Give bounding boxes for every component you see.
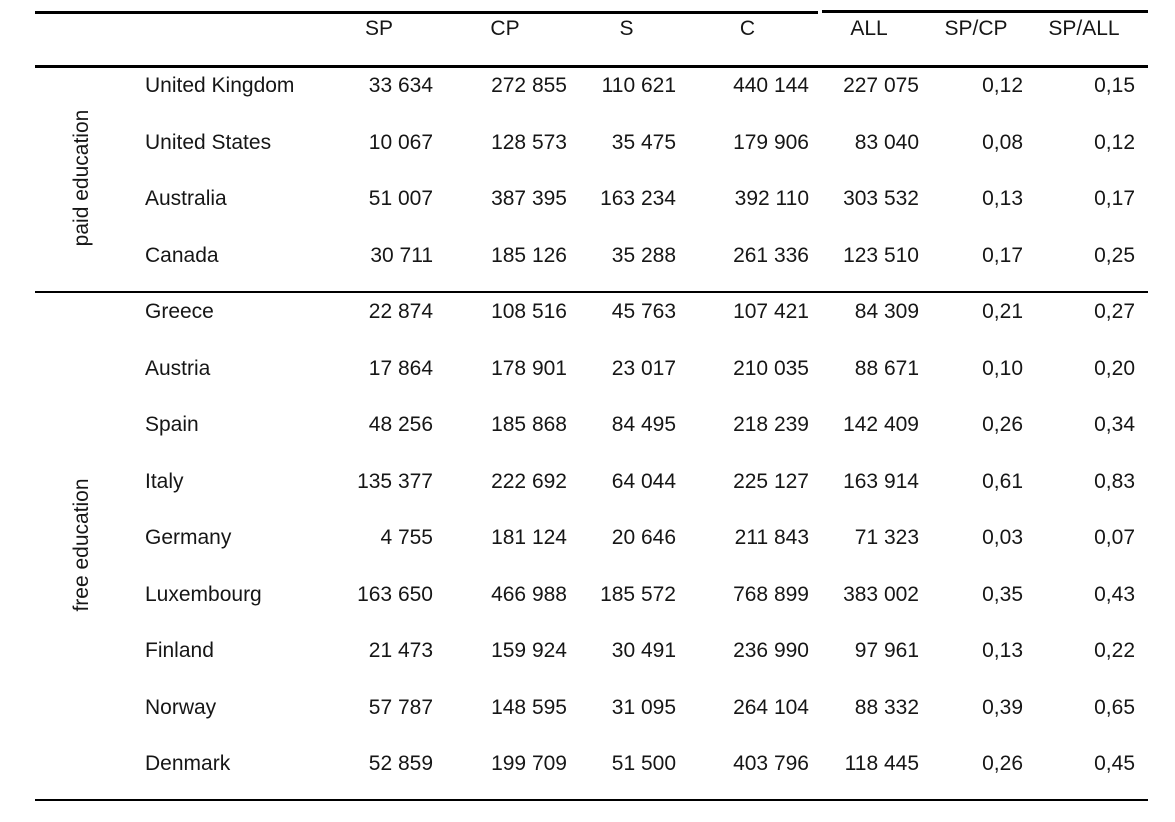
value-cell: 181 124 <box>491 526 567 549</box>
value-cell: 0,08 <box>982 130 1023 154</box>
value-cell: 211 843 <box>734 526 809 549</box>
value-cell: 210 035 <box>733 356 809 380</box>
value-cell: 218 239 <box>733 413 809 436</box>
value-cell: 10 067 <box>368 130 433 154</box>
value-cell: 0,20 <box>1094 356 1135 380</box>
country-cell: Italy <box>145 469 184 493</box>
value-cell: 185 868 <box>491 413 567 436</box>
value-cell: 185 126 <box>491 243 567 267</box>
value-cell: 392 110 <box>734 187 809 210</box>
table-row <box>35 65 1148 122</box>
country-cell: Austria <box>145 356 211 380</box>
value-cell: 0,26 <box>982 413 1023 436</box>
value-cell: 0,13 <box>982 639 1023 662</box>
value-cell: 30 491 <box>611 639 676 662</box>
value-cell: 303 532 <box>843 187 919 210</box>
value-cell: 33 634 <box>368 74 433 97</box>
column-header-s: S <box>619 17 634 40</box>
value-cell: 107 421 <box>733 300 809 323</box>
value-cell: 0,26 <box>982 752 1023 775</box>
value-cell: 20 646 <box>611 526 676 549</box>
value-cell: 21 473 <box>368 639 433 662</box>
value-cell: 4 755 <box>380 526 433 549</box>
table-row <box>35 235 1148 292</box>
value-cell: 0,17 <box>982 243 1023 267</box>
header-group-spacer <box>35 11 145 65</box>
value-cell: 110 621 <box>601 74 676 97</box>
value-cell: 0,39 <box>982 695 1023 719</box>
value-cell: 52 859 <box>368 752 433 775</box>
header-row <box>35 11 1148 65</box>
country-cell: Norway <box>145 695 217 719</box>
value-cell: 31 095 <box>611 695 676 719</box>
value-cell: 159 924 <box>491 639 567 662</box>
country-cell: Greece <box>145 300 214 323</box>
value-cell: 48 256 <box>368 413 433 436</box>
education-statistics-table <box>35 11 1148 800</box>
table-row <box>35 291 1148 348</box>
value-cell: 0,65 <box>1094 695 1135 719</box>
country-cell: Australia <box>145 187 227 210</box>
value-cell: 0,25 <box>1094 243 1135 267</box>
value-cell: 227 075 <box>843 74 919 97</box>
value-cell: 0,17 <box>1094 187 1135 210</box>
value-cell: 142 409 <box>843 413 919 436</box>
value-cell: 23 017 <box>611 356 676 380</box>
value-cell: 222 692 <box>491 469 567 493</box>
value-cell: 64 044 <box>611 469 676 493</box>
value-cell: 768 899 <box>733 582 809 606</box>
value-cell: 108 516 <box>491 300 567 323</box>
column-header-sp-cp: SP/CP <box>944 17 1008 40</box>
country-cell: Spain <box>145 413 199 436</box>
value-cell: 45 763 <box>611 300 676 323</box>
value-cell: 0,83 <box>1094 469 1135 493</box>
value-cell: 35 475 <box>611 130 676 154</box>
value-cell: 51 500 <box>611 752 676 775</box>
value-cell: 88 332 <box>854 695 919 719</box>
value-cell: 466 988 <box>491 582 567 606</box>
column-header-c: C <box>739 17 756 40</box>
value-cell: 163 650 <box>357 582 433 606</box>
country-cell: Germany <box>145 526 232 549</box>
table-row <box>35 404 1148 461</box>
value-cell: 83 040 <box>854 130 919 154</box>
value-cell: 118 445 <box>844 752 919 775</box>
value-cell: 0,35 <box>982 582 1023 606</box>
value-cell: 22 874 <box>368 300 433 323</box>
table-row <box>35 348 1148 405</box>
column-header-all: ALL <box>850 17 888 40</box>
value-cell: 0,43 <box>1094 582 1135 606</box>
table-row <box>35 461 1148 518</box>
country-cell: Luxembourg <box>145 582 262 606</box>
value-cell: 179 906 <box>733 130 809 154</box>
table-row <box>35 743 1148 800</box>
value-cell: 163 914 <box>843 469 919 493</box>
value-cell: 236 990 <box>733 639 809 662</box>
value-cell: 84 495 <box>611 413 676 436</box>
table-row <box>35 517 1148 574</box>
value-cell: 272 855 <box>491 74 567 97</box>
value-cell: 71 323 <box>854 526 919 549</box>
value-cell: 0,45 <box>1094 752 1135 775</box>
value-cell: 225 127 <box>733 469 809 493</box>
value-cell: 440 144 <box>733 74 809 97</box>
value-cell: 0,61 <box>982 469 1023 493</box>
value-cell: 0,27 <box>1094 300 1135 323</box>
value-cell: 84 309 <box>854 300 919 323</box>
table-row <box>35 574 1148 631</box>
value-cell: 148 595 <box>491 695 567 719</box>
table-row <box>35 687 1148 744</box>
value-cell: 0,07 <box>1094 526 1135 549</box>
country-cell: Denmark <box>145 752 231 775</box>
country-cell: United Kingdom <box>145 74 295 97</box>
value-cell: 0,12 <box>1094 130 1135 154</box>
value-cell: 163 234 <box>600 187 676 210</box>
value-cell: 35 288 <box>611 243 676 267</box>
column-header-cp: CP <box>490 17 520 40</box>
value-cell: 128 573 <box>491 130 567 154</box>
country-cell: Canada <box>145 243 219 267</box>
value-cell: 387 395 <box>491 187 567 210</box>
value-cell: 0,22 <box>1094 639 1135 662</box>
country-cell: United States <box>145 130 272 154</box>
value-cell: 261 336 <box>733 243 809 267</box>
value-cell: 403 796 <box>733 752 809 775</box>
value-cell: 57 787 <box>368 695 433 719</box>
value-cell: 88 671 <box>854 356 919 380</box>
table-row <box>35 178 1148 235</box>
value-cell: 0,21 <box>982 300 1023 323</box>
value-cell: 178 901 <box>491 356 567 380</box>
value-cell: 135 377 <box>357 469 433 493</box>
table-row <box>35 122 1148 179</box>
value-cell: 0,12 <box>982 74 1023 97</box>
value-cell: 0,34 <box>1094 413 1135 436</box>
table-row <box>35 630 1148 687</box>
value-cell: 264 104 <box>733 695 809 719</box>
value-cell: 30 711 <box>370 243 433 267</box>
row-group-label: free education <box>70 478 93 612</box>
value-cell: 185 572 <box>600 582 676 606</box>
value-cell: 0,13 <box>982 187 1023 210</box>
row-group-cell-free-education <box>35 291 145 800</box>
value-cell: 199 709 <box>491 752 567 775</box>
value-cell: 123 510 <box>843 243 919 267</box>
header-country-spacer <box>145 11 320 65</box>
value-cell: 51 007 <box>368 187 433 210</box>
value-cell: 383 002 <box>843 582 919 606</box>
value-cell: 0,15 <box>1094 74 1135 97</box>
value-cell: 97 961 <box>854 639 919 662</box>
country-cell: Finland <box>145 639 214 662</box>
value-cell: 17 864 <box>368 356 433 380</box>
column-header-sp: SP <box>364 17 393 40</box>
row-group-label: paid education <box>70 109 93 247</box>
column-header-sp-all: SP/ALL <box>1048 17 1120 40</box>
value-cell: 0,03 <box>982 526 1023 549</box>
row-group-cell-paid-education <box>35 65 145 291</box>
value-cell: 0,10 <box>982 356 1023 380</box>
